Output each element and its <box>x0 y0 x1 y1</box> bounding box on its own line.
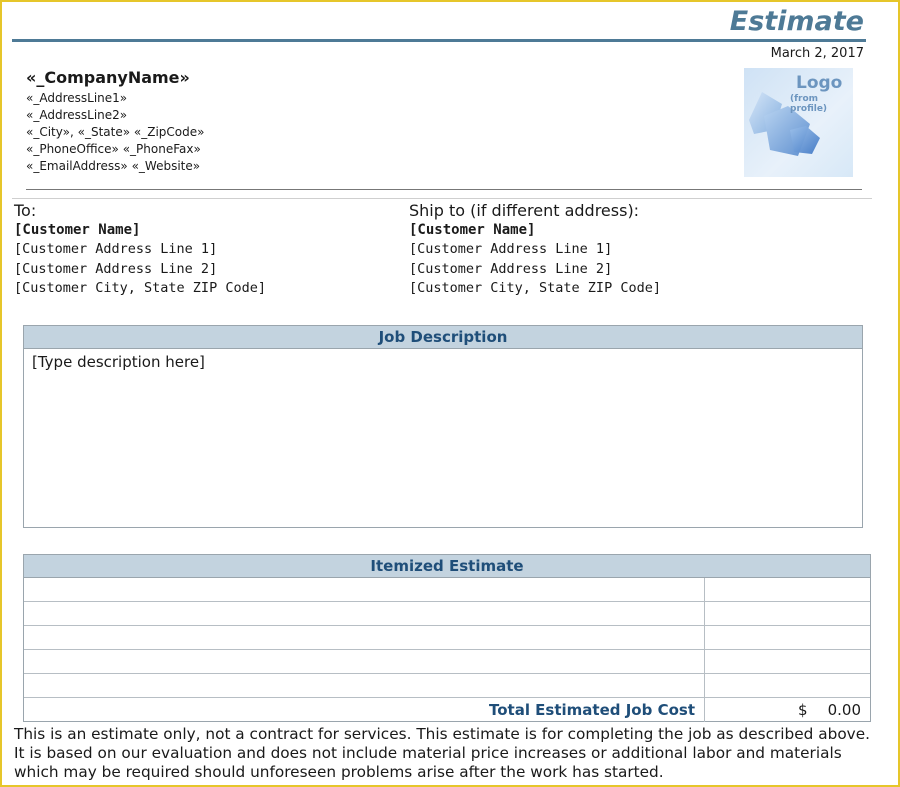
currency-symbol: $ <box>798 701 808 719</box>
ship-to-block <box>409 201 661 299</box>
ship-to-customer-name[interactable]: [Customer Name] <box>409 221 536 238</box>
ship-to-address-line-1[interactable]: [Customer Address Line 1] <box>409 241 613 257</box>
estimate-total-row <box>24 698 870 722</box>
ship-to-heading: Ship to (if different address): <box>409 201 640 220</box>
itemized-estimate-heading: Itemized Estimate <box>24 555 870 578</box>
company-email-website[interactable]: «_EmailAddress» «_Website» <box>26 159 201 173</box>
column-divider <box>704 626 705 649</box>
company-city-state-zip[interactable]: «_City», «_State» «_ZipCode» <box>26 125 205 139</box>
logo-placeholder[interactable] <box>744 68 853 177</box>
estimate-row[interactable] <box>24 626 870 650</box>
title-rule <box>12 39 866 42</box>
company-address-line-1[interactable]: «_AddressLine1» <box>26 91 128 105</box>
disclaimer-text: This is an estimate only, not a contract for services. This estimate is for completing the job as described above. It is based on our evaluation and does not include material price increases or additional labor and materials which may be required should unforeseen problems arise after the work has started. <box>14 725 871 781</box>
bill-to-address-line-2[interactable]: [Customer Address Line 2] <box>14 260 218 277</box>
itemized-estimate-table <box>23 554 871 722</box>
header-divider-light <box>12 198 872 199</box>
total-value[interactable]: 0.00 <box>827 701 861 719</box>
column-divider <box>704 674 705 697</box>
ship-to-address-line-2[interactable]: [Customer Address Line 2] <box>409 260 613 277</box>
header-divider <box>26 189 862 190</box>
column-divider <box>704 650 705 673</box>
bill-to-city-state-zip[interactable]: [Customer City, State ZIP Code] <box>14 280 266 296</box>
job-description-heading: Job Description <box>24 326 862 349</box>
logo-text: Logo <box>796 73 843 93</box>
estimate-row[interactable] <box>24 674 870 698</box>
estimate-row[interactable] <box>24 602 870 626</box>
bill-to-customer-name[interactable]: [Customer Name] <box>14 221 141 238</box>
company-address-line-2[interactable]: «_AddressLine2» <box>26 108 128 122</box>
column-divider <box>704 602 705 625</box>
bill-to-heading: To: <box>14 201 37 220</box>
company-name[interactable]: «_CompanyName» <box>26 68 190 87</box>
estimate-row[interactable] <box>24 578 870 602</box>
estimate-row[interactable] <box>24 650 870 674</box>
document-date[interactable]: March 2, 2017 <box>770 46 864 61</box>
company-phone[interactable]: «_PhoneOffice» «_PhoneFax» <box>26 142 201 156</box>
ship-to-city-state-zip[interactable]: [Customer City, State ZIP Code] <box>409 280 661 296</box>
job-description-section <box>23 325 863 528</box>
bill-to-block <box>14 201 266 299</box>
total-label: Total Estimated Job Cost <box>488 701 695 719</box>
logo-subtext: (from profile) <box>790 94 828 114</box>
document-title: Estimate <box>729 6 864 37</box>
column-divider <box>704 698 705 722</box>
bill-to-address-line-1[interactable]: [Customer Address Line 1] <box>14 241 218 257</box>
column-divider <box>704 578 705 601</box>
job-description-field[interactable]: [Type description here] <box>32 353 205 371</box>
